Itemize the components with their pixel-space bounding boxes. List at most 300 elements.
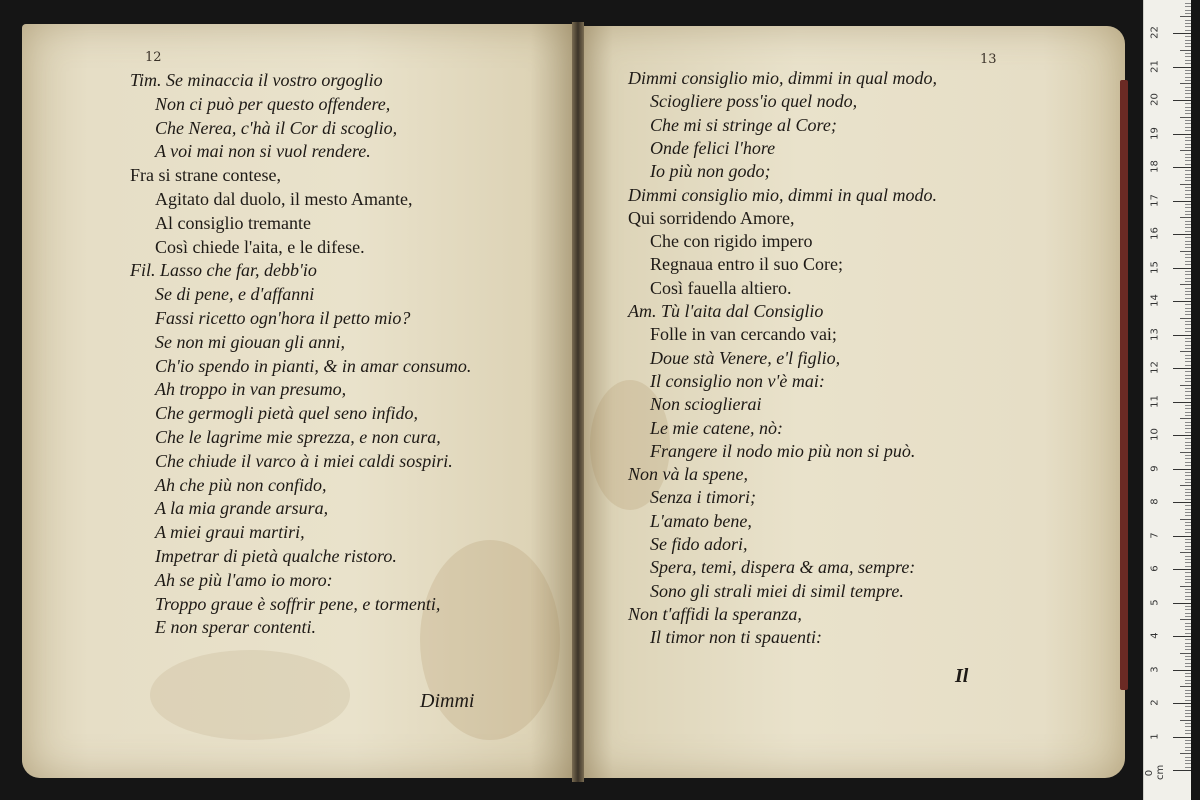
ruler-tick bbox=[1185, 596, 1191, 597]
ruler-tick bbox=[1185, 549, 1191, 550]
ruler-tick bbox=[1185, 381, 1191, 382]
ruler-tick bbox=[1185, 405, 1191, 406]
verse-line: Al consiglio tremante bbox=[155, 212, 311, 233]
ruler-tick bbox=[1185, 30, 1191, 31]
verse-line: Che Nerea, c'hà il Cor di scoglio, bbox=[155, 117, 398, 138]
ruler-tick bbox=[1185, 190, 1191, 191]
ruler-tick bbox=[1173, 201, 1191, 202]
verse-line: Dimmi consiglio mio, dimmi in qual modo. bbox=[628, 184, 937, 205]
ruler-number: 7 bbox=[1149, 531, 1161, 539]
ruler-tick bbox=[1173, 335, 1191, 336]
verse-line: Troppo graue è soffrir pene, e tormenti, bbox=[155, 593, 441, 614]
ruler-tick bbox=[1185, 559, 1191, 560]
ruler-tick bbox=[1173, 636, 1191, 637]
ruler-tick bbox=[1173, 67, 1191, 68]
page-edge bbox=[1120, 80, 1128, 690]
ruler-tick bbox=[1185, 566, 1191, 567]
ruler-tick bbox=[1180, 50, 1191, 51]
ruler-tick bbox=[1173, 603, 1191, 604]
ruler-tick bbox=[1185, 103, 1191, 104]
ruler-tick bbox=[1185, 20, 1191, 21]
ruler-tick bbox=[1173, 134, 1191, 135]
verse-line: Onde felici l'hore bbox=[650, 137, 776, 158]
ruler-tick bbox=[1185, 23, 1191, 24]
ruler-tick bbox=[1185, 422, 1191, 423]
ruler-tick bbox=[1185, 760, 1191, 761]
verse-line: Se non mi giouan gli anni, bbox=[155, 331, 345, 352]
ruler-tick bbox=[1185, 130, 1191, 131]
verse-line: Ah che più non confido, bbox=[155, 474, 327, 495]
ruler-tick bbox=[1185, 767, 1191, 768]
ruler-tick bbox=[1185, 140, 1191, 141]
ruler-tick bbox=[1180, 184, 1191, 185]
verse-line: Ah troppo in van presumo, bbox=[155, 379, 347, 400]
ruler-tick bbox=[1185, 395, 1191, 396]
ruler-number: 21 bbox=[1149, 59, 1161, 73]
ruler-tick bbox=[1185, 425, 1191, 426]
ruler-tick bbox=[1180, 117, 1191, 118]
ruler-tick bbox=[1185, 606, 1191, 607]
ruler-tick bbox=[1185, 321, 1191, 322]
ruler-tick bbox=[1185, 311, 1191, 312]
ruler-tick bbox=[1173, 268, 1191, 269]
verse-line: Io più non godo; bbox=[650, 161, 771, 182]
ruler-tick bbox=[1173, 703, 1191, 704]
ruler-tick bbox=[1185, 107, 1191, 108]
ruler-tick bbox=[1185, 338, 1191, 339]
ruler-tick bbox=[1185, 556, 1191, 557]
ruler-tick bbox=[1185, 750, 1191, 751]
ruler-tick bbox=[1185, 345, 1191, 346]
verse-line: E non sperar contenti. bbox=[155, 617, 316, 638]
ruler-tick bbox=[1185, 13, 1191, 14]
ruler-tick bbox=[1185, 489, 1191, 490]
ruler-tick bbox=[1185, 576, 1191, 577]
ruler-tick bbox=[1185, 589, 1191, 590]
ruler-tick bbox=[1185, 532, 1191, 533]
ruler-tick bbox=[1185, 408, 1191, 409]
ruler-tick bbox=[1185, 542, 1191, 543]
left-folio: 12 bbox=[145, 50, 162, 65]
verse-line: Qui sorridendo Amore, bbox=[628, 207, 795, 228]
ruler-tick bbox=[1185, 415, 1191, 416]
ruler-tick bbox=[1185, 308, 1191, 309]
ruler-tick bbox=[1180, 552, 1191, 553]
ruler-tick bbox=[1185, 257, 1191, 258]
ruler-tick bbox=[1185, 6, 1191, 7]
ruler-number: 6 bbox=[1149, 565, 1161, 572]
ruler-tick bbox=[1185, 472, 1191, 473]
ruler-tick bbox=[1185, 177, 1191, 178]
ruler-tick bbox=[1185, 304, 1191, 305]
right-folio: 13 bbox=[980, 52, 997, 67]
ruler-tick bbox=[1185, 204, 1191, 205]
ruler-number: 8 bbox=[1149, 498, 1161, 505]
ruler-number: 22 bbox=[1149, 26, 1161, 39]
verse-line: Che chiude il varco à i miei caldi sospiri. bbox=[155, 450, 453, 471]
ruler-tick bbox=[1185, 609, 1191, 610]
ruler-tick bbox=[1185, 391, 1191, 392]
verse-line: Così chiede l'aita, e le difese. bbox=[155, 236, 365, 257]
ruler-tick bbox=[1185, 227, 1191, 228]
ruler-tick bbox=[1185, 214, 1191, 215]
ruler-number: 14 bbox=[1149, 294, 1161, 307]
ruler-tick bbox=[1185, 291, 1191, 292]
ruler-number: 3 bbox=[1149, 665, 1161, 673]
ruler-tick bbox=[1180, 16, 1191, 17]
ruler-tick bbox=[1185, 244, 1191, 245]
ruler-number: 13 bbox=[1149, 327, 1161, 341]
verse-line: Che germogli pietà quel seno infido, bbox=[155, 403, 418, 424]
verse-line: Tim. Se minaccia il vostro orgoglio bbox=[130, 70, 383, 90]
ruler-tick bbox=[1185, 371, 1191, 372]
verse-line: A miei graui martiri, bbox=[155, 522, 305, 543]
ruler-tick bbox=[1185, 331, 1191, 332]
ruler-tick bbox=[1185, 261, 1191, 262]
ruler-tick bbox=[1185, 690, 1191, 691]
ruler-tick bbox=[1185, 432, 1191, 433]
ruler-tick bbox=[1180, 418, 1191, 419]
ruler-tick bbox=[1185, 696, 1191, 697]
ruler-tick bbox=[1185, 747, 1191, 748]
ruler-tick bbox=[1173, 469, 1191, 470]
ruler-number: 18 bbox=[1149, 160, 1161, 173]
ruler-tick bbox=[1185, 492, 1191, 493]
ruler-tick bbox=[1180, 251, 1191, 252]
ruler-tick bbox=[1185, 46, 1191, 47]
ruler-tick bbox=[1185, 706, 1191, 707]
verse-line: Doue stà Venere, e'l figlio, bbox=[650, 347, 841, 368]
verse-line: Impetrar di pietà qualche ristoro. bbox=[155, 546, 397, 566]
ruler-tick bbox=[1185, 763, 1191, 764]
ruler-tick bbox=[1173, 402, 1191, 403]
ruler-tick bbox=[1185, 211, 1191, 212]
ruler-tick bbox=[1185, 341, 1191, 342]
verse-line: Non t'affidi la speranza, bbox=[628, 603, 802, 624]
ruler-tick bbox=[1185, 56, 1191, 57]
ruler-tick bbox=[1180, 519, 1191, 520]
verse-line: Se di pene, e d'affanni bbox=[155, 284, 315, 305]
ruler-tick bbox=[1185, 613, 1191, 614]
verse-line: L'amato bene, bbox=[650, 510, 752, 531]
ruler-tick bbox=[1185, 757, 1191, 758]
ruler-tick bbox=[1185, 539, 1191, 540]
ruler-tick bbox=[1185, 53, 1191, 54]
ruler-number: 17 bbox=[1149, 193, 1161, 207]
ruler-tick bbox=[1185, 231, 1191, 232]
ruler-tick bbox=[1185, 656, 1191, 657]
ruler-tick bbox=[1173, 301, 1191, 302]
ruler-tick bbox=[1185, 562, 1191, 563]
verse-line: Sciogliere poss'io quel nodo, bbox=[650, 91, 858, 112]
verse-line: Fil. Lasso che far, debb'io bbox=[130, 260, 317, 281]
ruler-tick bbox=[1185, 616, 1191, 617]
ruler-tick bbox=[1185, 700, 1191, 701]
ruler-tick bbox=[1185, 546, 1191, 547]
ruler-tick bbox=[1185, 247, 1191, 248]
ruler-tick bbox=[1180, 150, 1191, 151]
ruler-tick bbox=[1185, 465, 1191, 466]
verse-line: Il consiglio non v'è mai: bbox=[650, 370, 825, 391]
ruler-tick bbox=[1185, 646, 1191, 647]
ruler-tick bbox=[1185, 680, 1191, 681]
ruler-tick bbox=[1185, 123, 1191, 124]
ruler-tick bbox=[1185, 147, 1191, 148]
verse-line: Ah se più l'amo io moro: bbox=[155, 569, 333, 590]
ruler-tick bbox=[1180, 83, 1191, 84]
ruler-tick bbox=[1185, 455, 1191, 456]
ruler-tick bbox=[1180, 318, 1191, 319]
ruler-tick bbox=[1185, 375, 1191, 376]
ruler-tick bbox=[1185, 599, 1191, 600]
verse-line: A la mia grande arsura, bbox=[155, 498, 329, 519]
ruler-tick bbox=[1185, 713, 1191, 714]
ruler-tick bbox=[1185, 271, 1191, 272]
ruler-tick bbox=[1185, 448, 1191, 449]
ruler-tick bbox=[1185, 529, 1191, 530]
ruler-number: 16 bbox=[1149, 227, 1161, 240]
book-gutter bbox=[572, 22, 584, 782]
ruler-tick bbox=[1173, 234, 1191, 235]
ruler-number: 15 bbox=[1149, 260, 1161, 274]
verse-line: Se fido adori, bbox=[650, 534, 748, 554]
ruler-tick bbox=[1173, 435, 1191, 436]
ruler-tick bbox=[1173, 770, 1191, 771]
ruler-number: 5 bbox=[1149, 598, 1161, 606]
ruler-tick bbox=[1173, 737, 1191, 738]
verse-line: Che mi si stringe al Core; bbox=[650, 114, 837, 135]
ruler-tick bbox=[1185, 93, 1191, 94]
verse-line: Frangere il nodo mio più non si può. bbox=[650, 440, 916, 461]
ruler-tick bbox=[1173, 33, 1191, 34]
ruler-tick bbox=[1180, 686, 1191, 687]
ruler-tick bbox=[1180, 485, 1191, 486]
verse-line: Fra si strane contese, bbox=[130, 165, 281, 186]
verse-line: Fassi ricetto ogn'hora il petto mio? bbox=[155, 308, 411, 328]
ruler-tick bbox=[1185, 388, 1191, 389]
ruler-tick bbox=[1185, 164, 1191, 165]
ruler-tick bbox=[1185, 445, 1191, 446]
verse-line: Dimmi consiglio mio, dimmi in qual modo, bbox=[628, 68, 937, 88]
ruler-tick bbox=[1185, 462, 1191, 463]
paper-stain bbox=[150, 650, 350, 740]
verse-line: Le mie catene, nò: bbox=[650, 417, 783, 438]
ruler-tick bbox=[1185, 412, 1191, 413]
ruler-number: 10 bbox=[1149, 428, 1161, 441]
ruler-tick bbox=[1185, 73, 1191, 74]
verse-line: A voi mai non si vuol rendere. bbox=[155, 141, 371, 162]
ruler-tick bbox=[1185, 180, 1191, 181]
ruler-tick bbox=[1185, 509, 1191, 510]
ruler-tick bbox=[1185, 726, 1191, 727]
ruler-number: 12 bbox=[1149, 361, 1161, 374]
ruler-tick bbox=[1185, 187, 1191, 188]
ruler-tick bbox=[1180, 217, 1191, 218]
ruler-tick bbox=[1185, 26, 1191, 27]
ruler-tick bbox=[1185, 676, 1191, 677]
ruler-tick bbox=[1185, 278, 1191, 279]
ruler-tick bbox=[1185, 512, 1191, 513]
ruler-tick bbox=[1185, 160, 1191, 161]
ruler-tick bbox=[1185, 475, 1191, 476]
ruler-tick bbox=[1185, 144, 1191, 145]
ruler-tick bbox=[1185, 274, 1191, 275]
ruler-tick bbox=[1173, 368, 1191, 369]
ruler-tick bbox=[1185, 221, 1191, 222]
ruler-tick bbox=[1185, 623, 1191, 624]
ruler-tick bbox=[1185, 626, 1191, 627]
ruler-tick bbox=[1185, 60, 1191, 61]
ruler-tick bbox=[1185, 90, 1191, 91]
ruler-tick bbox=[1180, 720, 1191, 721]
ruler-tick bbox=[1185, 730, 1191, 731]
verse-line: Il timor non ti spauenti: bbox=[650, 627, 822, 648]
ruler-tick bbox=[1185, 207, 1191, 208]
ruler-tick bbox=[1185, 281, 1191, 282]
ruler-tick bbox=[1185, 157, 1191, 158]
verse-line: Senza i timori; bbox=[650, 487, 756, 508]
verse-line: Regnaua entro il suo Core; bbox=[650, 254, 843, 275]
ruler-number: 9 bbox=[1149, 464, 1161, 472]
verse-line: Sono gli strali miei di simil tempre. bbox=[650, 580, 904, 601]
ruler-tick bbox=[1185, 358, 1191, 359]
ruler-tick bbox=[1185, 288, 1191, 289]
ruler-tick bbox=[1185, 683, 1191, 684]
verse-line: Folle in van cercando vai; bbox=[650, 324, 837, 345]
ruler-tick bbox=[1185, 224, 1191, 225]
verse-line: Non scioglierai bbox=[650, 394, 762, 415]
ruler-tick bbox=[1180, 619, 1191, 620]
ruler-tick bbox=[1173, 100, 1191, 101]
ruler-tick bbox=[1185, 174, 1191, 175]
ruler-tick bbox=[1185, 110, 1191, 111]
ruler-tick bbox=[1185, 442, 1191, 443]
ruler-tick bbox=[1185, 87, 1191, 88]
ruler-tick bbox=[1185, 643, 1191, 644]
ruler-tick bbox=[1185, 137, 1191, 138]
verse-line: Che con rigido impero bbox=[650, 231, 813, 252]
right-catchword: Il bbox=[955, 665, 969, 687]
ruler-tick bbox=[1185, 36, 1191, 37]
ruler-tick bbox=[1185, 314, 1191, 315]
ruler-tick bbox=[1185, 522, 1191, 523]
ruler-tick bbox=[1173, 502, 1191, 503]
ruler-tick bbox=[1185, 298, 1191, 299]
ruler-tick bbox=[1185, 77, 1191, 78]
ruler-tick bbox=[1185, 80, 1191, 81]
ruler-tick bbox=[1185, 428, 1191, 429]
ruler-tick bbox=[1185, 582, 1191, 583]
ruler-tick bbox=[1180, 284, 1191, 285]
ruler-tick bbox=[1185, 505, 1191, 506]
ruler-number: 4 bbox=[1149, 632, 1161, 639]
ruler-tick bbox=[1185, 355, 1191, 356]
verse-line: Spera, temi, dispera & ama, sempre: bbox=[650, 557, 916, 578]
ruler-number: 20 bbox=[1149, 93, 1161, 106]
ruler-number: 19 bbox=[1149, 126, 1161, 140]
ruler-tick bbox=[1180, 452, 1191, 453]
ruler-tick bbox=[1185, 663, 1191, 664]
ruler-tick bbox=[1185, 723, 1191, 724]
ruler-tick bbox=[1185, 10, 1191, 11]
ruler-tick bbox=[1180, 653, 1191, 654]
ruler-tick bbox=[1185, 579, 1191, 580]
left-catchword: Dimmi bbox=[420, 690, 475, 712]
ruler-tick bbox=[1185, 328, 1191, 329]
ruler-tick bbox=[1185, 170, 1191, 171]
ruler-number: 11 bbox=[1149, 394, 1161, 408]
ruler-tick bbox=[1185, 495, 1191, 496]
ruler-tick bbox=[1180, 351, 1191, 352]
ruler-tick bbox=[1185, 40, 1191, 41]
ruler-tick bbox=[1185, 154, 1191, 155]
ruler-tick bbox=[1185, 639, 1191, 640]
ruler-tick bbox=[1185, 3, 1191, 4]
ruler-tick bbox=[1185, 633, 1191, 634]
ruler-tick bbox=[1185, 438, 1191, 439]
ruler-tick bbox=[1185, 113, 1191, 114]
ruler-tick bbox=[1185, 499, 1191, 500]
ruler-tick bbox=[1185, 237, 1191, 238]
ruler-tick bbox=[1185, 197, 1191, 198]
ruler-tick bbox=[1185, 294, 1191, 295]
ruler-tick bbox=[1185, 572, 1191, 573]
ruler-tick bbox=[1185, 515, 1191, 516]
ruler-tick bbox=[1185, 264, 1191, 265]
verse-line: Così fauella altiero. bbox=[650, 277, 792, 298]
ruler-tick bbox=[1185, 365, 1191, 366]
ruler-tick bbox=[1185, 43, 1191, 44]
verse-line: Non ci può per questo offendere, bbox=[155, 93, 391, 114]
ruler-tick bbox=[1185, 194, 1191, 195]
ruler-tick bbox=[1185, 458, 1191, 459]
ruler-tick bbox=[1185, 666, 1191, 667]
ruler-tick bbox=[1185, 649, 1191, 650]
ruler-tick bbox=[1185, 629, 1191, 630]
ruler-tick bbox=[1173, 536, 1191, 537]
ruler-tick bbox=[1185, 348, 1191, 349]
ruler-tick bbox=[1173, 569, 1191, 570]
ruler-tick bbox=[1185, 733, 1191, 734]
verse-line: Ch'io spendo in pianti, & in amar consumo. bbox=[155, 355, 472, 376]
verse-line: Agitato dal duolo, il mesto Amante, bbox=[155, 189, 413, 209]
ruler-tick bbox=[1173, 167, 1191, 168]
measuring-ruler bbox=[1143, 0, 1191, 800]
ruler-tick bbox=[1185, 378, 1191, 379]
ruler-tick bbox=[1185, 479, 1191, 480]
ruler-tick bbox=[1173, 670, 1191, 671]
verse-line: Am. Tù l'aita dal Consiglio bbox=[628, 301, 824, 321]
ruler-number: 2 bbox=[1149, 699, 1161, 706]
ruler-tick bbox=[1185, 673, 1191, 674]
ruler-tick bbox=[1185, 398, 1191, 399]
ruler-unit-label: 0 cm bbox=[1144, 764, 1166, 780]
ruler-tick bbox=[1185, 710, 1191, 711]
ruler-tick bbox=[1180, 385, 1191, 386]
ruler-tick bbox=[1185, 97, 1191, 98]
ruler-tick bbox=[1180, 586, 1191, 587]
ruler-tick bbox=[1185, 127, 1191, 128]
ruler-tick bbox=[1185, 324, 1191, 325]
verse-line: Non và la spene, bbox=[628, 464, 748, 485]
ruler-tick bbox=[1185, 482, 1191, 483]
ruler-tick bbox=[1185, 361, 1191, 362]
ruler-tick bbox=[1185, 70, 1191, 71]
verse-line: Che le lagrime mie sprezza, e non cura, bbox=[155, 427, 441, 447]
ruler-tick bbox=[1180, 753, 1191, 754]
ruler-tick bbox=[1185, 63, 1191, 64]
ruler-tick bbox=[1185, 241, 1191, 242]
